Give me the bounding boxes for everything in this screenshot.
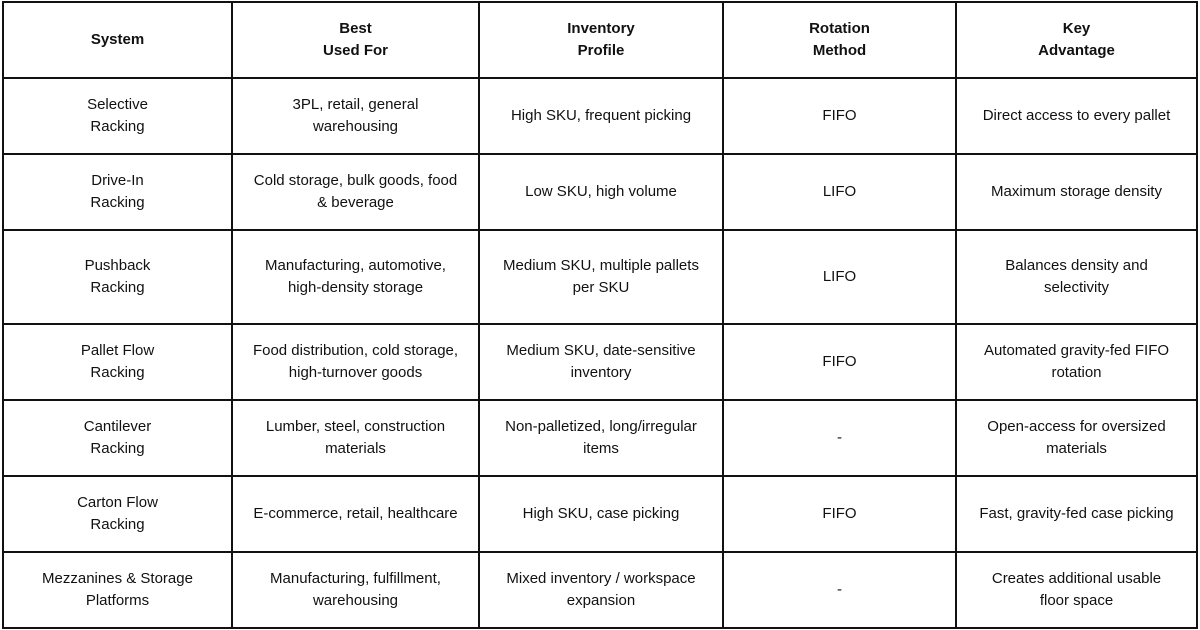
table-row — [3, 230, 1197, 324]
cell-best-used-for: Manufacturing, automotive, high-density storage — [232, 230, 479, 324]
cell-key-advantage: Direct access to every pallet — [956, 78, 1197, 154]
table-row — [3, 78, 1197, 154]
header-rotation-method: Rotation Method — [723, 2, 956, 78]
cell-inventory-profile: Non-palletized, long/irregular items — [479, 400, 723, 476]
cell-key-advantage: Maximum storage density — [956, 154, 1197, 230]
cell-inventory-profile: Low SKU, high volume — [479, 154, 723, 230]
cell-best-used-for: Lumber, steel, construction materials — [232, 400, 479, 476]
cell-rotation-method: FIFO — [723, 78, 956, 154]
cell-key-advantage: Automated gravity-fed FIFO rotation — [956, 324, 1197, 400]
header-best-used-for: Best Used For — [232, 2, 479, 78]
cell-system: Carton Flow Racking — [3, 476, 232, 552]
cell-best-used-for: Manufacturing, fulfillment, warehousing — [232, 552, 479, 628]
cell-best-used-for: E-commerce, retail, healthcare — [232, 476, 479, 552]
table-row — [3, 476, 1197, 552]
cell-rotation-method: - — [723, 552, 956, 628]
cell-inventory-profile: High SKU, frequent picking — [479, 78, 723, 154]
header-key-advantage: Key Advantage — [956, 2, 1197, 78]
cell-key-advantage: Fast, gravity-fed case picking — [956, 476, 1197, 552]
header-inventory-profile: Inventory Profile — [479, 2, 723, 78]
cell-inventory-profile: High SKU, case picking — [479, 476, 723, 552]
table-row — [3, 154, 1197, 230]
cell-rotation-method: - — [723, 400, 956, 476]
cell-system: Selective Racking — [3, 78, 232, 154]
cell-inventory-profile: Medium SKU, multiple pallets per SKU — [479, 230, 723, 324]
cell-inventory-profile: Mixed inventory / workspace expansion — [479, 552, 723, 628]
cell-rotation-method: LIFO — [723, 230, 956, 324]
cell-rotation-method: FIFO — [723, 324, 956, 400]
table-row — [3, 324, 1197, 400]
racking-systems-table — [2, 1, 1198, 629]
cell-system: Drive-In Racking — [3, 154, 232, 230]
cell-system: Cantilever Racking — [3, 400, 232, 476]
header-system: System — [3, 2, 232, 78]
cell-best-used-for: 3PL, retail, general warehousing — [232, 78, 479, 154]
table-header-row — [3, 2, 1197, 78]
cell-best-used-for: Food distribution, cold storage, high-turnover goods — [232, 324, 479, 400]
cell-key-advantage: Balances density and selectivity — [956, 230, 1197, 324]
cell-rotation-method: FIFO — [723, 476, 956, 552]
cell-key-advantage: Creates additional usable floor space — [956, 552, 1197, 628]
cell-best-used-for: Cold storage, bulk goods, food & beverage — [232, 154, 479, 230]
table-row — [3, 552, 1197, 628]
cell-system: Pushback Racking — [3, 230, 232, 324]
table-row — [3, 400, 1197, 476]
cell-key-advantage: Open-access for oversized materials — [956, 400, 1197, 476]
cell-system: Pallet Flow Racking — [3, 324, 232, 400]
cell-rotation-method: LIFO — [723, 154, 956, 230]
cell-system: Mezzanines & Storage Platforms — [3, 552, 232, 628]
cell-inventory-profile: Medium SKU, date-sensitive inventory — [479, 324, 723, 400]
